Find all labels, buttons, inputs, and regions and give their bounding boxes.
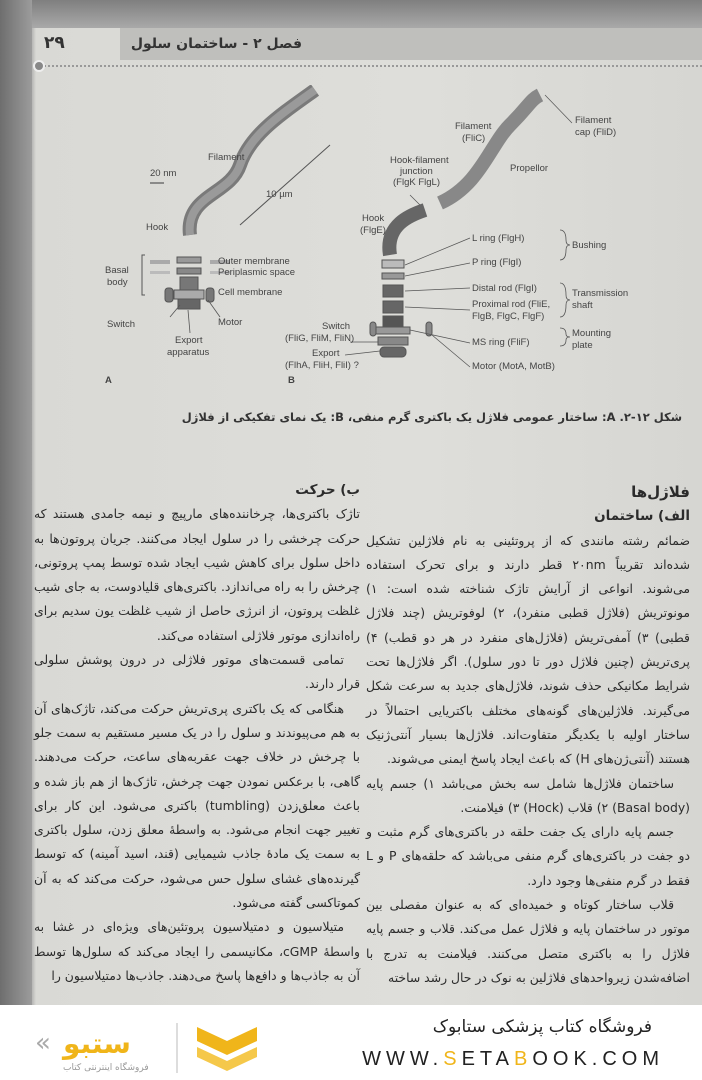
label-body: body bbox=[107, 277, 128, 288]
paragraph: هنگامی که یک باکتری پری‌تریش حرکت می‌کند، تاژک‌های آن به هم می‌پیوندند و سلول را در یک مسیر مستقیم به سمت جلو با چرخش در خلاف جهت عقربه‌های ساعت، حرکت می‌دهند. گاهی، با برعکس نمودن جهت چرخش، تاژک‌ها از هم باز شده و باعث معلق‌زدن (tumbling) باکتری می‌شود. این کار برای تغییر جهت انجام می‌شود. به واسطهٔ معلق زدن، سلول باکتری به سمت یک مادهٔ جاذب شیمیایی (قند، اسید آمینه) که توسط گیرنده‌های غشای سلول حس می‌شود، حرکت می‌کند که به آن کموتاکسی گفته می‌شود. bbox=[34, 700, 360, 911]
label-flid: cap (FliD) bbox=[575, 127, 617, 138]
url-part: OOK.COM bbox=[532, 1048, 664, 1070]
label-cell-membrane: Cell membrane bbox=[218, 287, 283, 298]
url-part: S bbox=[443, 1048, 462, 1070]
label-filament-flic: Filament bbox=[455, 121, 492, 132]
logo-subtitle: فروشگاه اینترنتی کتاب bbox=[63, 1063, 149, 1073]
label-hook-b: Hook bbox=[362, 213, 385, 224]
label-length: 10 µm bbox=[266, 189, 293, 200]
flagellum-figure bbox=[80, 85, 680, 395]
paragraph: جسم پایه دارای یک جفت حلقه در باکتری‌های گرم مثبت و دو جفت در باکتری‌های گرم منفی می‌باشد که حلقه‌های P و L فقط در گرم منفی‌ها وجود دارد. bbox=[366, 824, 690, 888]
label-shaft: shaft bbox=[572, 300, 593, 311]
paragraph: تاژک باکتری‌ها، چرخاننده‌های مارپیچ و نیمه جامدی هستند که حرکت چرخشی را در سلول ایجاد می‌کنند. جریان پروتون‌ها به داخل سلول برای کاهش شیب ایجاد شده توسط پمپ پروتونی، چرخش را به راه می‌اندازد. باکتری‌های قلیادوست، به جای شیب غلظت پروتون، از انرژی حاصل از شیب غلظت یون سدیم برای راه‌اندازی موتور فلاژلی استفاده می‌کند. bbox=[34, 506, 360, 643]
svg-text:ستبو: ستبو bbox=[63, 1027, 131, 1060]
label-p-ring: P ring (FlgI) bbox=[472, 257, 522, 268]
figure-caption: شکل ۱۲-۲. A: ساختار عمومی فلاژل یک باکتری گرم منفی، B: یک نمای تفکیکی از فلاژل bbox=[181, 410, 682, 424]
svg-text:«: « bbox=[35, 1028, 51, 1058]
label-transmission: Transmission bbox=[572, 288, 629, 299]
label-propellor: Propellor bbox=[510, 163, 549, 174]
store-url[interactable] bbox=[362, 1048, 664, 1071]
section-heading: فلاژل‌ها bbox=[631, 483, 690, 501]
label-export: Export bbox=[175, 335, 203, 346]
url-part: ETA bbox=[461, 1048, 514, 1070]
label-mounting: Mounting bbox=[572, 328, 612, 339]
label-apparatus: apparatus bbox=[167, 347, 210, 358]
paragraph: ضمائم رشته مانندی که از پروتئینی به نام فلاژلین تشکیل شده‌اند تقریباً ۲۰nm قطر دارند و برای تحرک استفاده می‌شوند. انواعی از آرایش تاژک شناخته شده است: ۱) مونوتریش (فلاژل قطبی منفرد)، ۲) لوفوتریش (چند فلاژل قطبی) ۳) آمفی‌تریش (فلاژل‌های منفرد در هر دو قطب) ۴) پری‌تریش (چنین فلاژل دور تا دور سلول). اگر فلاژل‌ها تحت شرایط مکانیکی حذف شوند، فلاژل‌های جدید به سرعت شکل می‌گیرند. فلاژلین‌های گونه‌های مختلف باکتریایی احتمالاً در ساختار اولیه با یکدیگر متفاوت‌اند. فلاژل‌ها بسیار آنتی‌ژنیک هستند (آنتی‌ژن‌های H) که باعث ایجاد پاسخ ایمنی می‌شوند. bbox=[366, 532, 690, 767]
paragraph: ساختمان فلاژل‌ها شامل سه بخش می‌باشد ۱) جسم پایه (Basal body) ۲) قلاب (Hock) ۳) فیلامنت. bbox=[366, 775, 690, 815]
label-hook: Hook bbox=[146, 222, 169, 233]
paragraph: قلاب ساختار کوتاه و خمیده‌ای که به عنوان مفصلی بین موتور در ساختمان پایه و فلاژل عمل می‌کند. قلاب و جسم پایه فلاژل را به باکتری متصل می‌کنند. فیلامنت به تدرج با اضافه‌شدن زیرواحدهای فلاژلین به نوک در حال رشد ساخته bbox=[366, 897, 690, 985]
label-switch: Switch bbox=[107, 319, 135, 330]
label-switch-proteins: (FliG, FliM, FliN) bbox=[285, 333, 355, 344]
label-proximal-rod2: FlgB, FlgC, FlgF) bbox=[472, 311, 545, 322]
page-number: ۲۹ bbox=[44, 33, 65, 53]
store-banner bbox=[0, 1005, 702, 1080]
url-part: B bbox=[513, 1048, 533, 1070]
label-scale: 20 nm bbox=[150, 168, 177, 179]
label-flgk-flgl: (FlgK FlgL) bbox=[393, 177, 440, 188]
label-ms-ring: MS ring (FliF) bbox=[472, 337, 530, 348]
label-basal: Basal bbox=[105, 265, 129, 276]
page-edge bbox=[0, 0, 32, 1005]
label-junction2: junction bbox=[400, 166, 433, 177]
label-bushing: Bushing bbox=[572, 240, 607, 251]
right-column bbox=[366, 480, 690, 990]
label-proximal-rod: Proximal rod (FliE, bbox=[472, 299, 551, 310]
subsection-heading: الف) ساختمان bbox=[594, 508, 690, 525]
header-divider bbox=[40, 65, 702, 67]
label-l-ring: L ring (FlgH) bbox=[472, 233, 525, 244]
label-motor: Motor bbox=[218, 317, 243, 328]
header-bullet bbox=[33, 60, 45, 72]
label-flic: (FliC) bbox=[462, 133, 486, 144]
label-export-b: Export bbox=[312, 348, 340, 359]
store-name: فروشگاه کتاب پزشکی ستابوک bbox=[432, 1017, 652, 1037]
label-filament-cap: Filament bbox=[575, 115, 612, 126]
label-motor-b: Motor (MotA, MotB) bbox=[472, 361, 555, 372]
paragraph: تمامی قسمت‌های موتور فلاژلی در درون پوشش سلولی قرار دارند. bbox=[34, 652, 360, 692]
label-junction: Hook-filament bbox=[390, 155, 449, 166]
label-periplasmic: Periplasmic space bbox=[218, 267, 296, 278]
label-outer-membrane: Outer membrane bbox=[218, 256, 290, 267]
left-column bbox=[34, 478, 360, 988]
page-shadow bbox=[0, 0, 702, 28]
length-arrow bbox=[240, 145, 330, 225]
label-filament: Filament bbox=[208, 152, 245, 163]
panel-a-label: A bbox=[105, 375, 112, 386]
store-logo bbox=[25, 1015, 285, 1075]
subsection-heading: ب) حرکت bbox=[295, 482, 360, 498]
label-export-proteins: (FlhA, FliH, FliI) ? bbox=[285, 360, 359, 371]
label-switch-b: Switch bbox=[322, 321, 350, 332]
url-part: WWW. bbox=[362, 1048, 444, 1070]
panel-b-label: B bbox=[288, 375, 295, 386]
label-plate: plate bbox=[572, 340, 593, 351]
paragraph: متیلاسیون و دمتیلاسیون پروتئین‌های ویژه‌ای در غشا به واسطهٔ cGMP، مکانیسمی را ایجاد می‌کند که سلول‌ها توسط آن به جاذب‌ها و دافع‌ها پاسخ می‌دهند. جاذب‌ها دمتیلاسیون را bbox=[34, 919, 360, 983]
label-distal-rod: Distal rod (FlgI) bbox=[472, 283, 537, 294]
label-flge: (FlgE) bbox=[360, 225, 386, 236]
chapter-title: فصل ۲ - ساختمان سلول bbox=[130, 36, 302, 52]
